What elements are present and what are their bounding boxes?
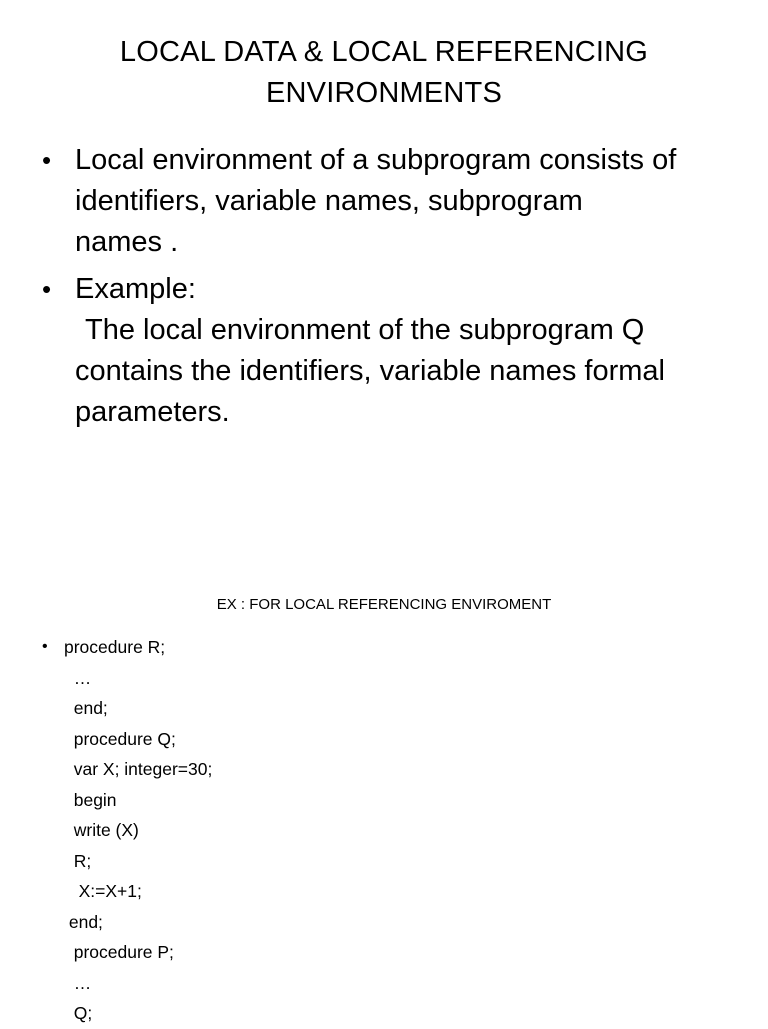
bullet-line: identifiers, variable names, subprogram (75, 185, 583, 217)
example-line: contains the identifiers, variable names formal (75, 355, 665, 387)
bullet-marker: • (42, 145, 52, 175)
code-line-text: X:=X+1; (64, 881, 142, 901)
code-line-text: var X; integer=30; (64, 759, 213, 779)
bullet-line: Local environment of a subprogram consists of (75, 144, 677, 176)
code-line (42, 693, 542, 724)
bullet-local-environment (42, 140, 742, 263)
bullet-line: Example: (75, 273, 196, 305)
bullet-line: names . (75, 226, 179, 258)
bullet-list (42, 140, 742, 439)
slide-title-line-2: ENVIRONMENTS (265, 77, 503, 109)
code-line (42, 663, 542, 694)
bullet-example (42, 269, 742, 433)
code-line-text: … (64, 972, 92, 993)
code-line-text: end; (64, 698, 108, 718)
example-line: The local environment of the subprogram Q (85, 314, 645, 346)
bullet-marker: • (42, 274, 52, 304)
example-line: parameters. (75, 396, 230, 428)
code-line (42, 724, 542, 755)
bullet-text (75, 140, 742, 263)
code-line-text: … (64, 667, 92, 688)
code-line (42, 876, 542, 907)
code-line-text: end; (64, 911, 103, 932)
example-subtitle: EX : FOR LOCAL REFERENCING ENVIROMENT (216, 596, 552, 613)
code-line-text: write (X) (64, 820, 139, 840)
code-line (42, 785, 542, 816)
slide-title-line-1: LOCAL DATA & LOCAL REFERENCING (119, 36, 649, 68)
code-line (42, 754, 542, 785)
bullet-marker: • (42, 638, 48, 655)
slide-title (84, 32, 684, 114)
code-line (42, 907, 542, 938)
code-block (42, 632, 542, 1029)
code-line (42, 846, 542, 877)
code-line-text: Q; (64, 1003, 93, 1023)
code-line-text: procedure P; (64, 942, 174, 962)
bullet-text (75, 269, 742, 433)
code-line-text: procedure R; (64, 637, 166, 657)
code-line (42, 632, 542, 663)
code-line (42, 968, 542, 999)
code-line-text: R; (64, 850, 92, 871)
code-line (42, 815, 542, 846)
code-line-text: begin (64, 789, 117, 810)
code-line (42, 937, 542, 968)
code-line-text: procedure Q; (64, 728, 176, 749)
